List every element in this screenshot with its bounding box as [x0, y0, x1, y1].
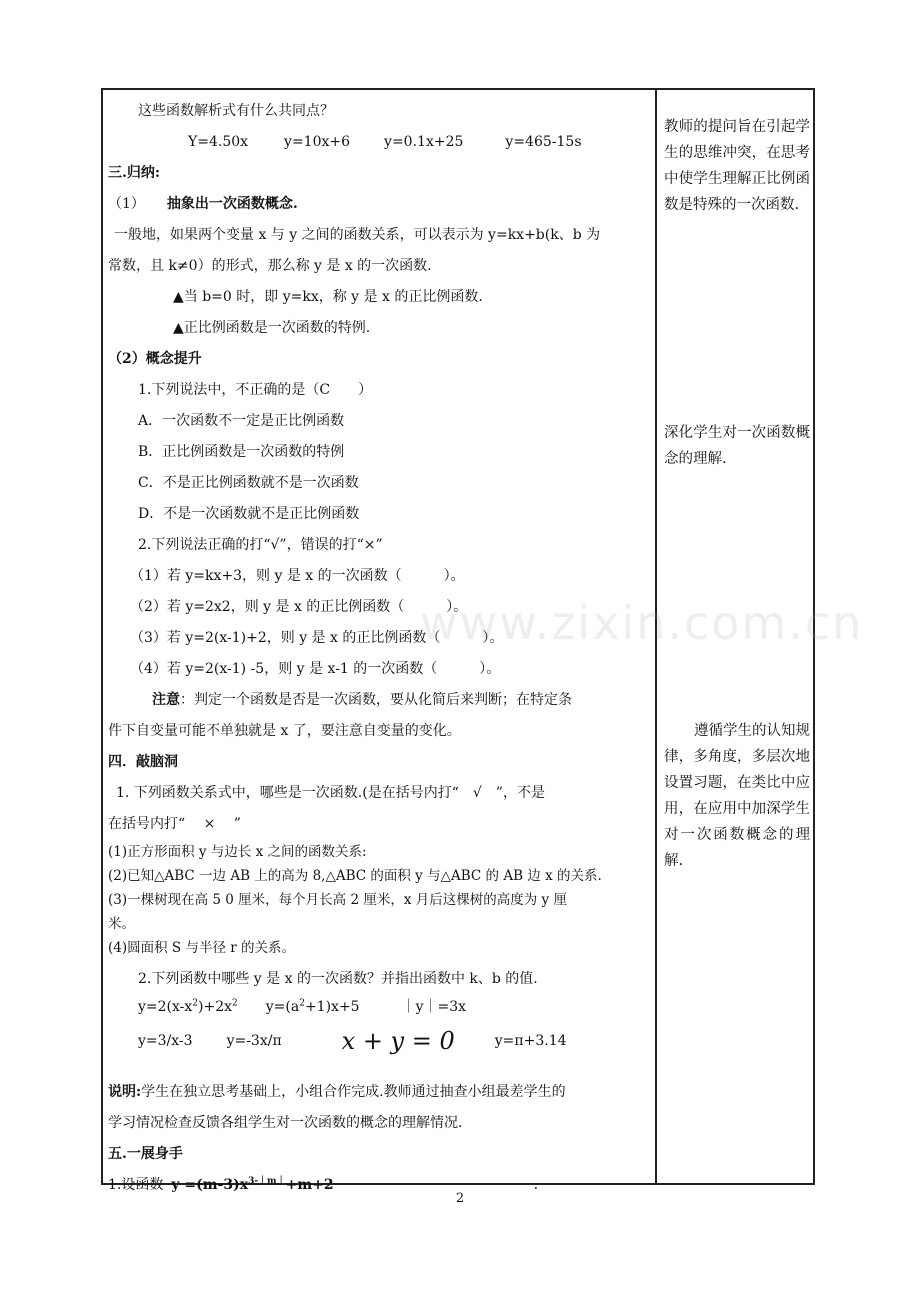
case-item-3: (3)一棵树现在高 5 0 厘米，每个月长高 2 厘米，x 月后这棵树的高度为 y 厘 [108, 892, 567, 908]
formula-2: $y=(a^2+1)x+5$ [265, 998, 360, 1015]
definition-line-2: 常数，且 k≠0）的形式，那么称 y 是 x 的一次函数. [108, 258, 432, 274]
section4-heading: 四．敲脑洞 [108, 754, 178, 770]
judge-item-4: （4）若 y=2(x-1) -5，则 y 是 x-1 的一次函数（ ）。 [130, 661, 501, 677]
judge-item-2: （2）若 y=2x2，则 y 是 x 的正比例函数（ ）。 [130, 599, 468, 615]
section4-q2: 2.下列函数中哪些 y 是 x 的一次函数？并指出函数中 k、b 的值. [138, 971, 538, 987]
option-b: B．正比例函数是一次函数的特例 [138, 444, 345, 460]
section5-q1-tail: . [533, 1177, 539, 1193]
note-1: ▲当 b=0 时，即 y=kx，称 y 是 x 的正比例函数. [173, 289, 483, 305]
section4-q1-line2: 在括号内打“ × ” [108, 816, 241, 832]
sub1-number: （1） [108, 196, 145, 212]
caution-text: ：判定一个函数是否是一次函数，要从化简后来判断；在特定条 [180, 692, 572, 708]
formula-5: y=-3x/π [226, 1033, 282, 1049]
note-2: ▲正比例函数是一次函数的特例. [173, 320, 371, 336]
section3-heading: 三.归纳: [108, 165, 161, 181]
option-d: D．不是一次函数就不是正比例函数 [138, 506, 360, 522]
formula-6: x + y = 0 [341, 1027, 455, 1055]
func-2: y=10x+6 [284, 134, 351, 150]
intro-question: 这些函数解析式有什么共同点？ [138, 103, 334, 119]
section5-formula: $y =(m-3)x^{3-|m|}+m+2$ [171, 1176, 334, 1193]
formula-7: y=π+3.14 [494, 1033, 567, 1049]
side-note-1: 教师的提问旨在引起学生的思维冲突，在思考中使学生理解正比例函数是特殊的一次函数. [664, 119, 810, 213]
formula-row-1 [108, 995, 652, 1019]
sub2-title: （2）概念提升 [108, 351, 202, 367]
formula-row-2 [108, 1019, 652, 1063]
side-note-2: 深化学生对一次函数概念的理解. [664, 425, 810, 467]
definition-line-1: 一般地，如果两个变量 x 与 y 之间的函数关系，可以表示为 y=kx+b(k、b 为 [114, 227, 601, 243]
watermark: www.zixin.com.cn [420, 596, 864, 650]
side-note-3: 遵循学生的认知规律，多角度，多层次地设置习题，在类比中应用，在应用中加深学生对一次函数概念的理解. [664, 723, 810, 869]
section4-q1-line1: 1. 下列函数关系式中，哪些是一次函数.(是在括号内打“ √ ”，不是 [116, 785, 545, 801]
option-c: C．不是正比例函数就不是一次函数 [138, 475, 359, 491]
formula-4: y=3/x-3 [138, 1033, 193, 1049]
question-2: 2.下列说法正确的打“√”，错误的打“×” [138, 537, 383, 553]
func-1: Y=4.50x [188, 134, 249, 150]
caution-line-2: 件下自变量可能不单独就是 x 了，要注意自变量的变化。 [108, 723, 461, 739]
case-item-2: (2)已知△ABC 一边 AB 上的高为 8,△ABC 的面积 y 与△ABC 的 AB 边 x 的关系. [108, 868, 602, 884]
explain-text: 学生在独立思考基础上，小组合作完成.教师通过抽查小组最差学生的 [141, 1084, 566, 1100]
main-column [108, 96, 652, 1201]
section4-items [108, 840, 652, 960]
case-item-1: (1)正方形面积 y 与边长 x 之间的函数关系: [108, 844, 367, 860]
page-number: 2 [455, 1191, 465, 1206]
formula-1: $y=2(x-x^2)+2x^2$ [138, 998, 238, 1015]
intro-functions [108, 127, 652, 158]
explain-label: 说明: [108, 1084, 142, 1100]
func-4: y=465-15s [505, 134, 582, 150]
formula-3: ｜y｜=3x [401, 999, 467, 1015]
section3-sub1 [108, 189, 652, 220]
section5-heading: 五.一展身手 [108, 1146, 183, 1162]
caution-line-1 [108, 685, 652, 716]
option-a: A．一次函数不一定是正比例函数 [138, 413, 345, 429]
func-3: y=0.1x+25 [384, 134, 464, 150]
question-1: 1.下列说法中，不正确的是（C ） [138, 382, 373, 398]
sub1-title: 抽象出一次函数概念. [166, 196, 298, 212]
explain-line-2: 学习情况检查反馈各组学生对一次函数的概念的理解情况. [108, 1115, 463, 1131]
case-item-3-cont: 米。 [108, 916, 135, 932]
judge-item-3: （3）若 y=2(x-1)+2，则 y 是 x 的正比例函数（ ）。 [130, 630, 504, 646]
section5-q1-prefix: 1.设函数 [108, 1177, 164, 1193]
judge-item-1: （1）若 y=kx+3，则 y 是 x 的一次函数（ ）。 [130, 568, 465, 584]
case-item-4: (4)圆面积 S 与半径 r 的关系。 [108, 940, 295, 956]
explain-line-1 [108, 1077, 652, 1108]
caution-label: 注意 [152, 692, 180, 708]
